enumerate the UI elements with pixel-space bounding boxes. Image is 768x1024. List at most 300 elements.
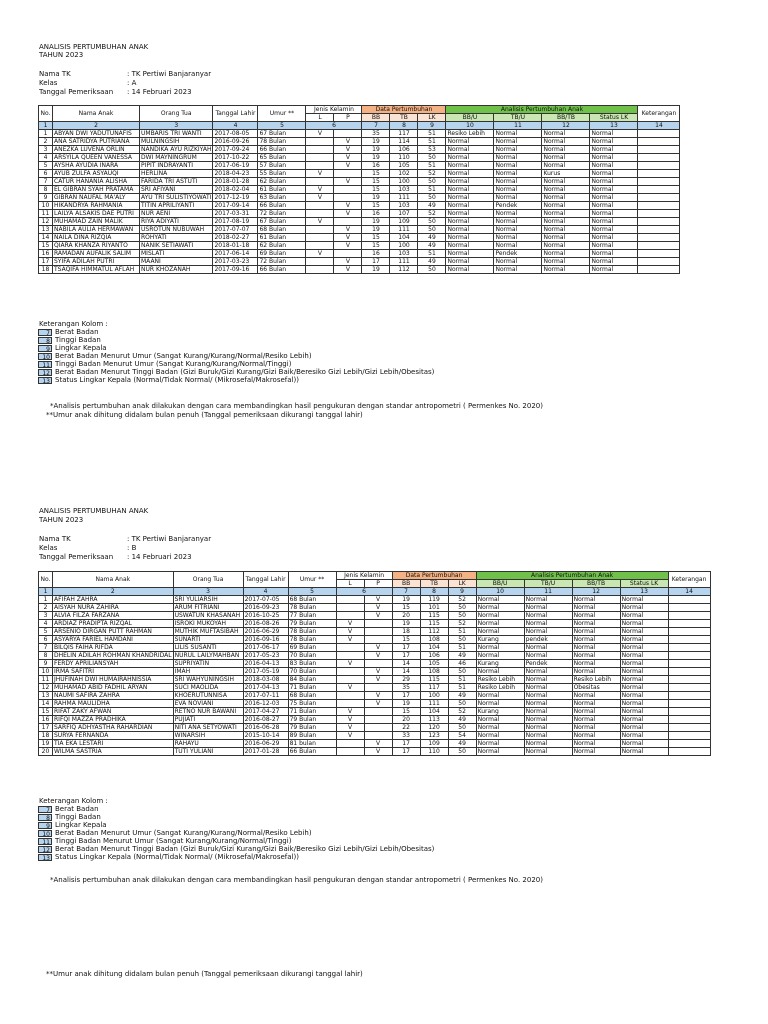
cell-bbtb: Normal [542, 250, 590, 258]
cell-no: 7 [39, 178, 53, 186]
col-data-pertumbuhan: Data Pertumbuhan [362, 106, 446, 114]
cell-no: 6 [39, 636, 53, 644]
cell-slk: Normal [590, 162, 638, 170]
cell-lahir: 2017-04-27 [243, 708, 288, 716]
cell-lahir: 2016-09-26 [213, 138, 258, 146]
cell-tbu: Normal [494, 234, 542, 242]
cell-p: V [364, 748, 392, 756]
cell-slk: Normal [590, 178, 638, 186]
cell-tb: 120 [420, 724, 448, 732]
cell-p [334, 170, 362, 178]
cell-bbtb: Normal [572, 644, 620, 652]
cell-p: V [364, 700, 392, 708]
cell-lahir: 2016-12-03 [243, 700, 288, 708]
cell-ortu: USWATUN KHASANAH [173, 612, 243, 620]
cell-ortu: SUPRIYATIN [173, 660, 243, 668]
cell-bbtb: Normal [542, 210, 590, 218]
cell-slk: Normal [620, 684, 668, 692]
cell-keterangan [638, 194, 680, 202]
cell-tb: 113 [420, 716, 448, 724]
cell-bbu: Normal [446, 170, 494, 178]
cell-lahir: 2016-09-23 [243, 604, 288, 612]
cell-lahir: 2016-08-27 [243, 716, 288, 724]
cell-slk: Normal [590, 226, 638, 234]
column-number: 9 [448, 588, 476, 596]
cell-tb: 108 [420, 668, 448, 676]
column-number: 5 [258, 122, 306, 130]
table-row [39, 644, 711, 652]
cell-l: V [306, 194, 334, 202]
keterangan-number: 8 [38, 814, 52, 821]
keterangan-item [38, 368, 434, 376]
cell-umur: 67 Bulan [258, 218, 306, 226]
cell-bbtb: Normal [572, 724, 620, 732]
cell-bbtb: Normal [572, 668, 620, 676]
cell-bbu: Kurang [476, 660, 524, 668]
cell-umur: 57 Bulan [258, 162, 306, 170]
cell-umur: 79 Bulan [288, 620, 336, 628]
column-number: 7 [362, 122, 390, 130]
cell-slk: Normal [590, 258, 638, 266]
cell-lk: 50 [448, 724, 476, 732]
table-row [39, 178, 680, 186]
col-l-b: L [336, 580, 364, 588]
cell-p: V [334, 266, 362, 274]
cell-slk: Normal [590, 242, 638, 250]
cell-slk: Normal [620, 612, 668, 620]
cell-umur: 61 Bulan [258, 186, 306, 194]
col-umur: Umur ** [258, 106, 306, 122]
cell-nama: RIFQI MAZZA PRADHIKA [53, 716, 174, 724]
cell-lahir: 2017-10-22 [213, 154, 258, 162]
column-number: 2 [53, 122, 140, 130]
cell-p: V [334, 258, 362, 266]
cell-bbu: Normal [476, 604, 524, 612]
cell-tbu: Normal [494, 154, 542, 162]
cell-tb: 117 [420, 684, 448, 692]
cell-no: 17 [39, 258, 53, 266]
cell-nama: SYIFA ADILAH PUTRI [53, 258, 140, 266]
cell-bbu: Normal [446, 226, 494, 234]
cell-bb: 15 [362, 170, 390, 178]
col-nama-anak-b: Nama Anak [53, 572, 174, 588]
cell-lk: 50 [448, 700, 476, 708]
col-data-pertumbuhan-b: Data Pertumbuhan [392, 572, 476, 580]
cell-lk: 51 [448, 684, 476, 692]
cell-tb: 100 [390, 242, 418, 250]
column-number: 11 [524, 588, 572, 596]
col-lk-b: LK [448, 580, 476, 588]
cell-nama: NAILA DINA RIZQIA [53, 234, 140, 242]
cell-p: V [334, 202, 362, 210]
cell-no: 11 [39, 210, 53, 218]
cell-lk: 50 [448, 748, 476, 756]
col-no: No. [39, 106, 53, 122]
cell-no: 14 [39, 234, 53, 242]
keterangan-item [38, 813, 434, 821]
cell-tbu: Normal [524, 628, 572, 636]
cell-ortu: TUTI YULIANI [173, 748, 243, 756]
cell-nama: JHUFINAH DWI HUMAIRAHNISSIA [53, 676, 174, 684]
cell-bbtb: Normal [572, 604, 620, 612]
cell-p: V [364, 668, 392, 676]
keterangan-text: Lingkar Kepala [55, 344, 107, 352]
cell-bb: 15 [392, 708, 420, 716]
cell-bbtb: Normal [572, 692, 620, 700]
column-number: 3 [140, 122, 213, 130]
cell-lk: 49 [418, 258, 446, 266]
report-year: TAHUN 2023 [39, 51, 84, 59]
cell-l: V [336, 716, 364, 724]
cell-bb: 22 [392, 724, 420, 732]
kelas-value: : A [127, 79, 137, 87]
col-tb-b: TB [420, 580, 448, 588]
table-row [39, 692, 711, 700]
cell-p [334, 250, 362, 258]
keterangan-number: 10 [38, 353, 52, 360]
cell-lahir: 2017-09-14 [213, 202, 258, 210]
cell-umur: 66 Bulan [258, 266, 306, 274]
cell-lk: 49 [448, 740, 476, 748]
cell-nama: ANEZKA LUVENA ORLIN [53, 146, 140, 154]
cell-ortu: SRI AFIYANI [140, 186, 213, 194]
cell-bbtb: Normal [542, 218, 590, 226]
cell-lk: 51 [418, 186, 446, 194]
cell-tb: 101 [420, 604, 448, 612]
cell-lahir: 2018-04-23 [213, 170, 258, 178]
cell-tbu: Normal [524, 692, 572, 700]
cell-umur: 55 Bulan [258, 170, 306, 178]
cell-ortu: KHOERUTUNNISA [173, 692, 243, 700]
tanggal-value: : 14 Februari 2023 [127, 88, 192, 96]
cell-bb: 19 [362, 194, 390, 202]
table-row [39, 740, 711, 748]
cell-bbu: Normal [446, 202, 494, 210]
cell-umur: 78 Bulan [288, 628, 336, 636]
cell-lahir: 2017-03-23 [213, 258, 258, 266]
column-number: 7 [392, 588, 420, 596]
table-row [39, 668, 711, 676]
cell-bbtb: Normal [542, 234, 590, 242]
cell-lahir: 2016-09-16 [243, 636, 288, 644]
cell-bbu: Normal [446, 242, 494, 250]
cell-nama: AFIFAH ZAHRA [53, 596, 174, 604]
col-bbtb-b: BB/TB [572, 580, 620, 588]
cell-p [334, 130, 362, 138]
table-row [39, 162, 680, 170]
cell-lahir: 2018-02-27 [213, 234, 258, 242]
cell-bb: 29 [392, 676, 420, 684]
cell-l [306, 226, 334, 234]
cell-ortu: SRI YULIARSIH [173, 596, 243, 604]
cell-nama: TIA EKA LESTARI [53, 740, 174, 748]
column-number-row [39, 588, 711, 596]
cell-lk: 51 [418, 162, 446, 170]
table-row [39, 628, 711, 636]
cell-l [306, 242, 334, 250]
cell-l: V [336, 620, 364, 628]
cell-bbtb: Normal [572, 628, 620, 636]
cell-bb: 15 [392, 636, 420, 644]
table-row [39, 652, 711, 660]
cell-tbu: Normal [494, 258, 542, 266]
cell-keterangan [638, 234, 680, 242]
cell-slk: Normal [620, 620, 668, 628]
cell-bb: 15 [362, 178, 390, 186]
keterangan-number: 8 [38, 337, 52, 344]
cell-lk: 50 [418, 154, 446, 162]
cell-p [364, 732, 392, 740]
keterangan-text: Lingkar Kepala [55, 821, 107, 829]
cell-bb: 17 [392, 644, 420, 652]
cell-keterangan [638, 218, 680, 226]
cell-p: V [334, 138, 362, 146]
cell-slk: Normal [620, 604, 668, 612]
cell-bbtb: Normal [572, 732, 620, 740]
cell-keterangan [638, 170, 680, 178]
cell-lk: 51 [448, 676, 476, 684]
cell-l: V [336, 732, 364, 740]
cell-bb: 35 [362, 130, 390, 138]
cell-bbu: Normal [476, 620, 524, 628]
keterangan-text: Tinggi Badan [55, 813, 101, 821]
cell-umur: 65 Bulan [258, 154, 306, 162]
cell-nama: IRMA SAFITRI [53, 668, 174, 676]
cell-ortu: USROTUN NUBUWAH [140, 226, 213, 234]
keterangan-number: 10 [38, 830, 52, 837]
cell-keterangan [668, 612, 710, 620]
cell-tbu: Normal [524, 716, 572, 724]
cell-p: V [334, 234, 362, 242]
cell-no: 15 [39, 242, 53, 250]
column-number-row [39, 122, 680, 130]
cell-nama: RIFAT ZAKY AFWAN [53, 708, 174, 716]
cell-lahir: 2017-08-05 [213, 130, 258, 138]
note-umur: **Umur anak dihitung didalam bulan penuh (Tanggal pemeriksaan dikurangi tanggal lahir) [46, 411, 363, 419]
col-bbu: BB/U [446, 114, 494, 122]
cell-tbu: Normal [494, 226, 542, 234]
cell-nama: MUHAMAD ZAIN MALIK [53, 218, 140, 226]
column-number: 9 [418, 122, 446, 130]
cell-nama: SARFIQ ADHYASTHA RAHARDIAN [53, 724, 174, 732]
report-title: ANALISIS PERTUMBUHAN ANAK [39, 43, 149, 51]
cell-no: 9 [39, 660, 53, 668]
cell-tb: 104 [390, 234, 418, 242]
col-bbtb: BB/TB [542, 114, 590, 122]
cell-bb: 19 [392, 700, 420, 708]
column-number: 10 [446, 122, 494, 130]
col-keterangan-b: Keterangan [668, 572, 710, 588]
cell-lk: 51 [418, 138, 446, 146]
cell-lk: 46 [448, 660, 476, 668]
cell-lahir: 2018-01-18 [213, 242, 258, 250]
table-row [39, 636, 711, 644]
cell-no: 18 [39, 266, 53, 274]
cell-tb: 102 [390, 170, 418, 178]
cell-l [336, 692, 364, 700]
col-tbu-b: TB/U [524, 580, 572, 588]
cell-lahir: 2016-08-26 [243, 620, 288, 628]
cell-bbtb: Normal [542, 194, 590, 202]
cell-p [364, 684, 392, 692]
cell-lahir: 2018-03-08 [243, 676, 288, 684]
cell-bbtb: Normal [572, 596, 620, 604]
note-analisis-b: *Analisis pertumbuhan anak dilakukan dengan cara membandingkan hasil pengukuran dengan standar antropometri ( Permenkes No. 2020) [50, 876, 543, 884]
cell-tb: 112 [390, 266, 418, 274]
cell-bb: 17 [392, 740, 420, 748]
col-jenis-kelamin: Jenis Kelamin [306, 106, 362, 114]
cell-p: V [364, 740, 392, 748]
cell-tbu: Pendek [494, 202, 542, 210]
cell-tb: 105 [390, 162, 418, 170]
table-row [39, 708, 711, 716]
cell-umur: 66 Bulan [288, 748, 336, 756]
table-row [39, 748, 711, 756]
cell-l: V [336, 684, 364, 692]
cell-lk: 49 [448, 652, 476, 660]
cell-bbu: Normal [476, 748, 524, 756]
cell-l [306, 266, 334, 274]
cell-bb: 18 [392, 628, 420, 636]
cell-p: V [334, 178, 362, 186]
cell-bbtb: Normal [572, 660, 620, 668]
cell-ortu: PIPIT INDRAYANTI [140, 162, 213, 170]
cell-tbu: Normal [524, 604, 572, 612]
cell-slk: Normal [620, 724, 668, 732]
cell-bbtb: Normal [542, 186, 590, 194]
cell-ortu: PUJIATI [173, 716, 243, 724]
cell-tbu: Normal [494, 178, 542, 186]
cell-tb: 111 [390, 258, 418, 266]
cell-no: 18 [39, 732, 53, 740]
table-row [39, 266, 680, 274]
cell-bbtb: Normal [572, 716, 620, 724]
keterangan-text: Berat Badan Menurut Tinggi Badan (Gizi Buruk/Gizi Kurang/Gizi Baik/Beresiko Gizi Lebih/Gizi Lebih/Obesitas) [55, 368, 435, 376]
col-bb-b: BB [392, 580, 420, 588]
cell-bbu: Resiko Lebih [446, 130, 494, 138]
table-row [39, 146, 680, 154]
cell-p: V [334, 162, 362, 170]
cell-ortu: AYU TRI SULISTIYOWATI [141, 194, 212, 201]
cell-l [306, 258, 334, 266]
cell-umur: 68 Bulan [288, 692, 336, 700]
cell-l [306, 162, 334, 170]
cell-lahir: 2017-09-24 [213, 146, 258, 154]
cell-no: 12 [39, 218, 53, 226]
cell-nama: WILMA SASTRIA [53, 748, 174, 756]
cell-tbu: Normal [494, 138, 542, 146]
cell-bbtb: Normal [542, 162, 590, 170]
cell-ortu: RIYA ADIYATI [140, 218, 213, 226]
growth-table-a [38, 105, 680, 274]
cell-bbtb: Obesitas [572, 684, 620, 692]
cell-p [364, 636, 392, 644]
col-bb: BB [362, 114, 390, 122]
keterangan-number: 9 [38, 822, 52, 829]
cell-ortu: SUCI MAOLIDA [173, 684, 243, 692]
cell-keterangan [668, 676, 710, 684]
cell-lahir: 2017-12-19 [213, 194, 258, 202]
keterangan-title: Keterangan Kolom : [39, 320, 108, 328]
cell-tb: 105 [420, 660, 448, 668]
tanggal-value-b: : 14 Februari 2023 [127, 553, 192, 561]
cell-keterangan [638, 146, 680, 154]
cell-l: V [336, 724, 364, 732]
cell-nama: MUHAMAD ABID FADHIL ARYAN [53, 684, 174, 692]
column-number: 11 [494, 122, 542, 130]
col-umur-b: Umur ** [288, 572, 336, 588]
cell-tb: 104 [420, 644, 448, 652]
cell-no: 8 [39, 652, 53, 660]
cell-ortu: NUR AENI [140, 210, 213, 218]
cell-bbu: Normal [476, 700, 524, 708]
cell-l: V [336, 628, 364, 636]
keterangan-list-a [38, 328, 434, 384]
cell-no: 16 [39, 250, 53, 258]
cell-p [334, 218, 362, 226]
cell-lk: 50 [418, 266, 446, 274]
cell-keterangan [638, 162, 680, 170]
cell-keterangan [668, 668, 710, 676]
cell-umur: 78 Bulan [288, 636, 336, 644]
cell-nama: AYUB ZULFA ASYAUQI [53, 170, 140, 178]
cell-l [336, 652, 364, 660]
table-row [39, 226, 680, 234]
cell-bbu: Normal [446, 258, 494, 266]
cell-bbtb: Normal [542, 242, 590, 250]
cell-umur: 79 Bulan [288, 716, 336, 724]
cell-slk: Normal [620, 660, 668, 668]
note-umur-b: **Umur anak dihitung didalam bulan penuh (Tanggal pemeriksaan dikurangi tanggal lahir) [46, 970, 363, 978]
cell-tb: 119 [420, 596, 448, 604]
cell-ortu: WINARSIH [173, 732, 243, 740]
cell-umur: 70 Bulan [288, 652, 336, 660]
cell-bbtb: Normal [572, 708, 620, 716]
cell-lahir: 2017-06-17 [243, 644, 288, 652]
cell-keterangan [668, 708, 710, 716]
cell-bb: 19 [362, 146, 390, 154]
cell-p: V [364, 644, 392, 652]
cell-bb: 17 [392, 652, 420, 660]
cell-umur: 70 Bulan [288, 668, 336, 676]
cell-no: 20 [39, 748, 53, 756]
cell-bbu: Normal [446, 194, 494, 202]
cell-tbu: Normal [524, 732, 572, 740]
cell-ortu: MULNINGSIH [140, 138, 213, 146]
cell-bbu: Normal [446, 138, 494, 146]
cell-tbu: Normal [524, 644, 572, 652]
keterangan-text: Berat Badan [55, 328, 99, 336]
col-orang-tua: Orang Tua [140, 106, 213, 122]
cell-l [336, 612, 364, 620]
cell-ortu: NUR KHOZANAH [140, 266, 213, 274]
cell-p: V [364, 652, 392, 660]
cell-lk: 50 [448, 636, 476, 644]
cell-tbu: Normal [494, 210, 542, 218]
cell-slk: Normal [590, 194, 638, 202]
cell-bbu: Kurang [476, 708, 524, 716]
cell-no: 13 [39, 226, 53, 234]
cell-nama: GIBRAN NAUFAL MA'ALY [53, 194, 140, 202]
nama-tk-value-b: : TK Pertiwi Banjaranyar [127, 535, 212, 543]
column-number: 13 [620, 588, 668, 596]
cell-l [306, 154, 334, 162]
cell-no: 8 [39, 186, 53, 194]
cell-tbu: Normal [494, 170, 542, 178]
cell-tbu: Normal [524, 684, 572, 692]
column-number: 10 [476, 588, 524, 596]
cell-l [306, 210, 334, 218]
